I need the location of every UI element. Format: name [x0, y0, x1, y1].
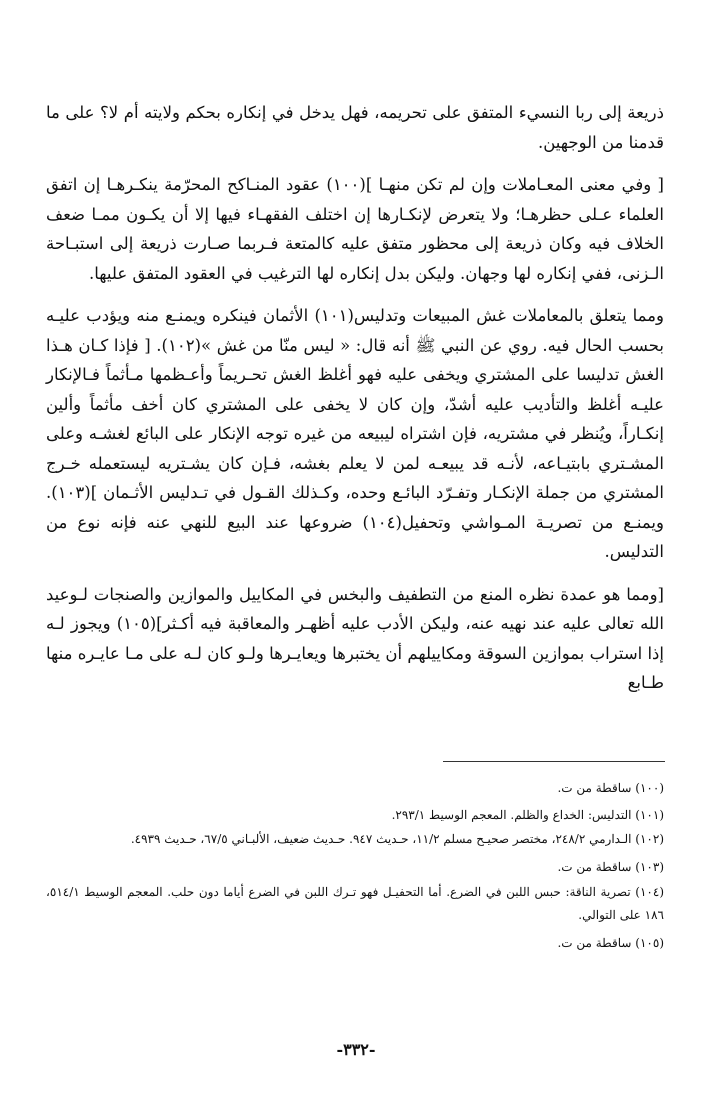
- footnote: (١٠٠) ساقطة من ت.: [557, 781, 664, 795]
- page-number: -٣٣٢-: [336, 1040, 376, 1059]
- footnote: (١٠٤) تصرية الناقة: حبس اللبن في الضرع. أما التحفيـل فهو تـرك اللبن في الضرع أياما دون حلب. المعجم الوسيط ٥١٤/١، ١٨٦ على التوالي.: [46, 884, 664, 922]
- body-paragraph: ومما يتعلق بالمعاملات غش المبيعات وتدليس(١٠١) الأثمان فينكره ويمنـع منه ويؤدب عليـه بحسب الحال فيه. روي عن النبي ﷺ أنه قال: « ليس منّا من غش »(١٠٢). [ فإذا كـان هـذا الغش تدليسا على المشتري ويخفى عليه فهو أغلظ الغش تحـريماً وأعـظمها مـأثماً فـالإنكار عليـه أغلظ والتأديب عليه أشدّ، وإن كان لا يخفى على المشتري كان أخف مأثماً وألين إنكـاراً، ويُنظر في مشتريه، فإن اشتراه ليبيعه من غيره توجه الإنكار على البائع لغشـه وعلى المشـتري بابتيـاعه، لأنـه قد يبيعـه لمن لا يعلم بغشه، فـإن كان يشـتريه ليستعمله خـرج المشتري من جملة الإنكـار وتفـرّد البائـع وحده، وكـذلك القـول في تـدليس الأثـمان ](١٠٣). ويمنـع من تصريـة المـواشي وتحفيل(١٠٤) ضروعها عند البيع للنهي عنه فإنه نوع من التدليس.: [46, 306, 665, 561]
- body-paragraph: ذريعة إلى ربا النسيء المتفق على تحريمه، فهل يدخل في إنكاره بحكم ولايته أم لا؟ على ما قدمنا من الوجهين.: [46, 103, 664, 152]
- footnotes-section: [46, 775, 664, 956]
- main-text: [46, 98, 664, 711]
- footnote: (١٠٥) ساقطة من ت.: [557, 935, 664, 950]
- footnote: (١٠٣) ساقطة من ت.: [557, 860, 664, 874]
- body-paragraph: [ومما هو عمدة نظره المنع من التطفيف والبخس في المكاييل والموازين والصنجات لـوعيد الله تعالى عليه عند نهيه عنه، وليكن الأدب عليه أظهـر والمعاقبة فيه أكـثر](١٠٥) ويجوز لـه إذا استراب بموازين السوقة ومكاييلهم أن يختبرها ويعايـرها ولـو كان لـه على مـا عايـره منها طـابع: [46, 584, 664, 692]
- body-paragraph: [ وفي معنى المعـاملات وإن لم تكن منهـا ](١٠٠) عقود المنـاكح المحرّمة ينكـرهـا إن اتفق العلماء عـلى حظرهـا؛ ولا يتعرض لإنكـارها إن اختلف الفقهـاء فيها إلا أن يكـون ممـا ضعف الخلاف فيه وكان ذريعة إلى محظور متفق عليه كالمتعة فـربما صـارت ذريعة إلى استبـاحة الـزنى، ففي إنكاره لها وجهان. وليكن بدل إنكاره لها الترغيب في العقود المتفق عليها.: [46, 175, 664, 283]
- footnote: (١٠٢) الـدارمي ٢٤٨/٢، مختصر صحيـح مسلم ١١/٢، حـديث ٩٤٧. حـديث ضعيف، الألبـاني ٦٧/٥، حـديث ٤٩٣٩.: [130, 832, 664, 846]
- footnote: (١٠١) التدليس: الخداع والظلم. المعجم الوسيط ٢٩٣/١.: [391, 807, 664, 822]
- footnote-divider: [443, 761, 665, 762]
